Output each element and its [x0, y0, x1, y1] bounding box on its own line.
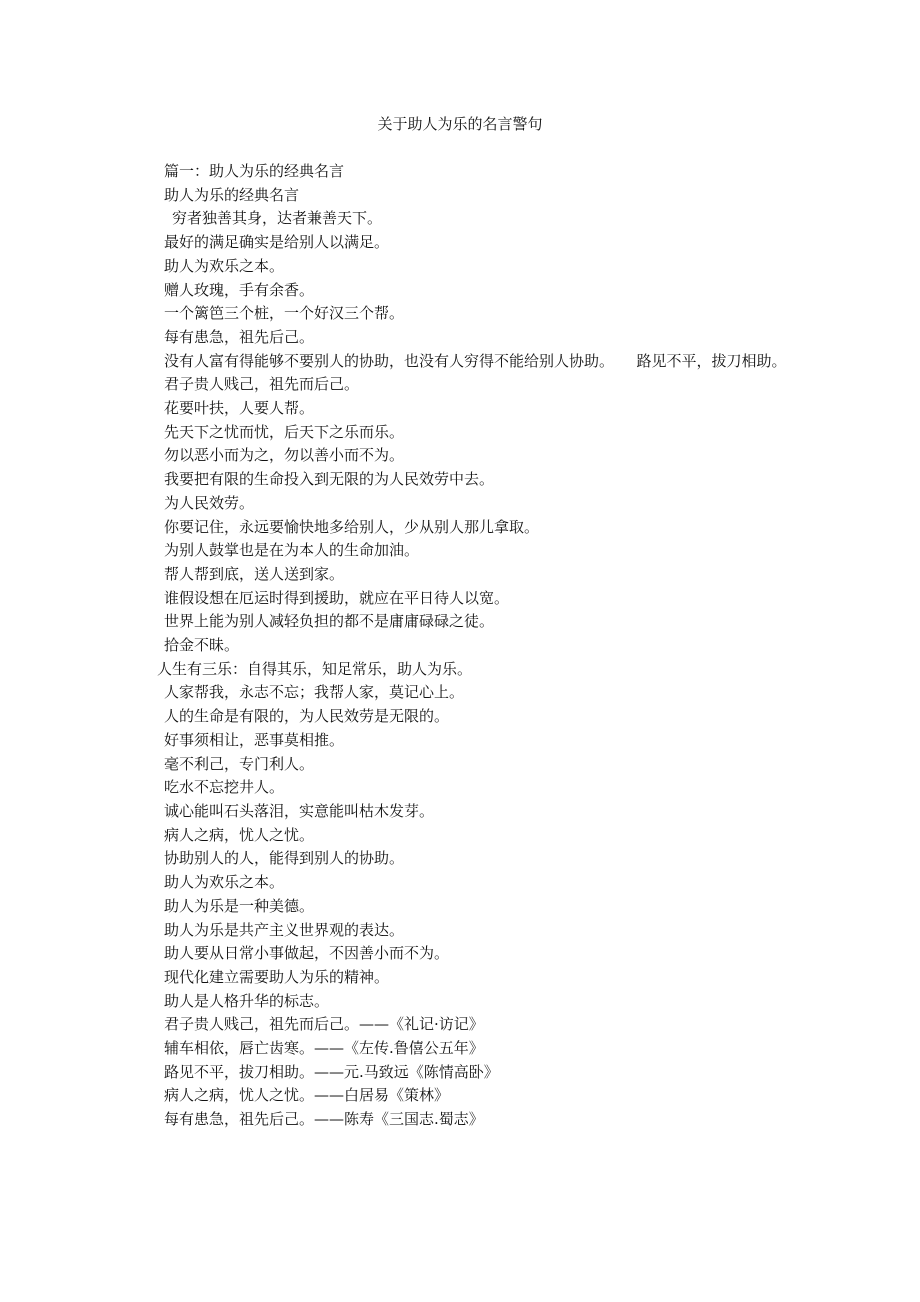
citation-line: 病人之病，忧人之忧。——白居易《策林》 [164, 1086, 450, 1105]
quote-line: 人生有三乐：自得其乐，知足常乐，助人为乐。 [157, 659, 473, 678]
quote-line: 拾金不昧。 [164, 636, 240, 655]
citation-line: 路见不平，拔刀相助。——元.马致远《陈情高卧》 [164, 1062, 499, 1081]
quote-line: 花要叶扶，人要人帮。 [164, 399, 315, 418]
quote-line: 人家帮我，永志不忘；我帮人家，莫记心上。 [164, 683, 465, 702]
quote-line: 穷者独善其身，达者兼善天下。 [172, 209, 383, 228]
quote-line: 你要记住，永远要愉快地多给别人，少从别人那儿拿取。 [164, 517, 540, 536]
quote-line: 助人为欢乐之本。 [164, 256, 285, 275]
quote-line: 协助别人的人，能得到别人的协助。 [164, 849, 405, 868]
citation-line: 君子贵人贱己，祖先而后己。——《礼记·访记》 [164, 1015, 484, 1034]
quote-line: 最好的满足确实是给别人以满足。 [164, 233, 390, 252]
quote-line: 助人为乐是共产主义世界观的表达。 [164, 920, 405, 939]
quote-line: 助人为乐是一种美德。 [164, 896, 315, 915]
quote-line: 好事须相让，恶事莫相推。 [164, 730, 345, 749]
quote-line: 君子贵人贱己，祖先而后己。 [164, 375, 360, 394]
quote-line: 人的生命是有限的，为人民效劳是无限的。 [164, 707, 450, 726]
citation-line: 辅车相依，唇亡齿寒。——《左传.鲁僖公五年》 [164, 1039, 484, 1058]
quote-line: 每有患急，祖先后己。 [164, 327, 315, 346]
quote-line: 帮人帮到底，送人送到家。 [164, 564, 345, 583]
quote-line: 毫不利己，专门利人。 [164, 754, 315, 773]
quote-line: 勿以恶小而为之，勿以善小而不为。 [164, 446, 405, 465]
quote-line: 吃水不忘挖井人。 [164, 778, 285, 797]
quote-line: 助人为欢乐之本。 [164, 873, 285, 892]
quote-paragraph: 没有人富有得能够不要别人的协助，也没有人穷得不能给别人协助。 路见不平，拔刀相助。 [164, 351, 787, 370]
quote-line: 助人是人格升华的标志。 [164, 991, 330, 1010]
quote-line: 赠人玫瑰，手有余香。 [164, 280, 315, 299]
quote-line: 我要把有限的生命投入到无限的为人民效劳中去。 [164, 470, 495, 489]
quote-line: 为人民效劳。 [164, 493, 255, 512]
quote-line: 世界上能为别人减轻负担的都不是庸庸碌碌之徒。 [164, 612, 495, 631]
quote-line: 先天下之忧而忧，后天下之乐而乐。 [164, 422, 405, 441]
quote-line: 为别人鼓掌也是在为本人的生命加油。 [164, 541, 420, 560]
section-heading: 篇一：助人为乐的经典名言 [164, 162, 345, 180]
quote-line: 谁假设想在厄运时得到援助，就应在平日待人以宽。 [164, 588, 510, 607]
quote-line: 助人要从日常小事做起，不因善小而不为。 [164, 944, 450, 963]
quote-line: 病人之病，忧人之忧。 [164, 825, 315, 844]
subheading: 助人为乐的经典名言 [164, 185, 300, 204]
document-body [140, 160, 790, 1132]
quote-line: 一个篱笆三个桩，一个好汉三个帮。 [164, 304, 405, 323]
quote-line: 现代化建立需要助人为乐的精神。 [164, 967, 390, 986]
document-title: 关于助人为乐的名言警句 [377, 115, 543, 133]
citation-line: 每有患急，祖先后己。——陈寿《三国志.蜀志》 [164, 1110, 484, 1129]
quote-line: 诚心能叫石头落泪，实意能叫枯木发芽。 [164, 801, 435, 820]
